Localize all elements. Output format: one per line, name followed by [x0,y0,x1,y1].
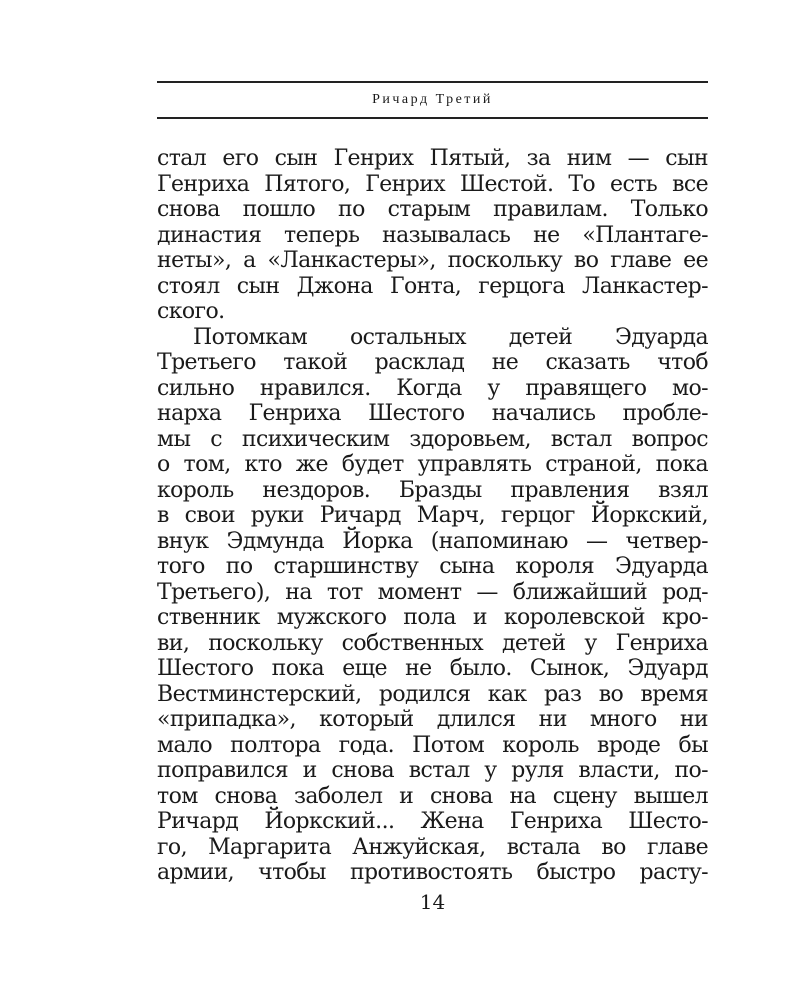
text-line: стоял сын Джона Гонта, герцога Ланкастер- [157,273,708,299]
text-line: том снова заболел и снова на сцену вышел [157,783,708,809]
text-line: ви, поскольку собственных детей у Генриха [157,630,708,656]
text-line: династия теперь называлась не «Плантаге- [157,222,708,248]
page-number: 14 [419,890,446,914]
text-line: стал его сын Генрих Пятый, за ним — сын [157,146,708,171]
text-line: армии, чтобы противостоять быстро расту- [157,860,708,885]
text-line: «припадка», который длился ни много ни [157,707,708,732]
body-text [157,146,708,886]
text-line: мало полтора года. Потом король вроде бы [157,732,708,758]
running-head: Ричард Третий [372,92,493,107]
text-line: внук Эдмунда Йорка (напоминаю — четвер- [157,528,708,554]
text-line: того по старшинству сына короля Эдуарда [157,554,708,579]
text-line: ского. [157,299,225,324]
text-line: снова пошло по старым правилам. Только [157,197,708,222]
text-line: король нездоров. Бразды правления взял [157,477,708,503]
text-line: го, Маргарита Анжуйская, встала во главе [157,834,708,860]
text-line: ственник мужского пола и королевской кро- [157,605,708,630]
text-line: Третьего), на тот момент — ближайший род- [157,579,708,605]
text-line: сильно нравился. Когда у правящего мо- [157,375,708,401]
text-line: Третьего такой расклад не сказать чтоб [157,350,708,375]
text-line: нарха Генриха Шестого начались пробле- [157,401,708,426]
text-line: Вестминстерский, родился как раз во время [157,681,708,707]
text-line: Потомкам остальных детей Эдуарда [193,324,708,350]
text-line: Ричард Йоркский... Жена Генриха Шесто- [157,809,708,834]
text-line: поправился и снова встал у руля власти, по- [157,758,708,783]
text-line: Шестого пока еще не было. Сынок, Эдуард [157,656,708,681]
text-line: неты», а «Ланкастеры», поскольку во главе ее [157,248,708,273]
text-line: Генриха Пятого, Генрих Шестой. То есть все [157,171,708,197]
header-rule-bottom [157,117,708,119]
header-rule-top [157,81,708,83]
text-line: о том, кто же будет управлять страной, пока [157,452,708,477]
text-line: мы с психическим здоровьем, встал вопрос [157,426,708,452]
text-line: в свои руки Ричард Марч, герцог Йоркский, [157,503,708,528]
